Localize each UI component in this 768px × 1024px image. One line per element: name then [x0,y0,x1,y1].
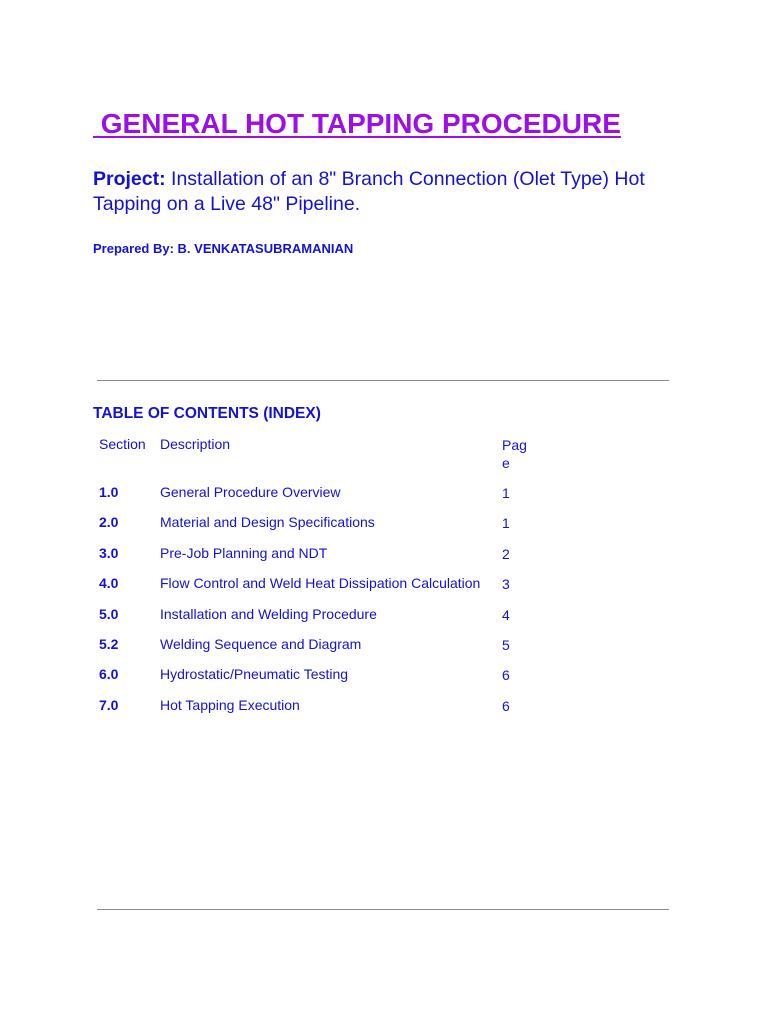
toc-row [93,697,563,727]
toc-page-number: 6 [502,667,510,684]
divider-bottom [97,909,669,910]
toc-section-number: 5.0 [99,605,119,622]
toc-row [93,636,563,666]
toc-section-number: 2.0 [99,514,119,531]
toc-table [93,436,563,727]
toc-description: Hydrostatic/Pneumatic Testing [160,666,349,683]
toc-description: General Procedure Overview [160,484,341,500]
toc-col-page: Page [502,437,527,471]
toc-description: Pre-Job Planning and NDT [160,544,328,561]
project-description [93,167,693,217]
toc-section-number: 6.0 [99,666,119,683]
project-text: Installation of an 8" Branch Connection (Olet Type) Hot Tapping on a Live 48" Pipeline. [93,168,645,215]
project-label: Project: [93,168,166,190]
toc-description: Hot Tapping Execution [160,696,300,713]
toc-row [93,545,563,575]
toc-section-number: 1.0 [99,484,119,500]
document-title: GENERAL HOT TAPPING PROCEDURE [93,108,621,139]
toc-description: Material and Design Specifications [160,514,375,531]
toc-col-description: Description [160,436,231,452]
divider-top [97,380,669,381]
prepared-by: Prepared By: B. VENKATASUBRAMANIAN [93,241,354,256]
toc-section-number: 7.0 [99,696,119,713]
toc-section-number: 4.0 [99,575,119,592]
toc-description: Flow Control and Weld Heat Dissipation Calculation [160,575,481,592]
toc-section-number: 5.2 [99,635,119,652]
toc-section-number: 3.0 [99,544,119,561]
toc-heading: TABLE OF CONTENTS (INDEX) [93,405,321,422]
toc-row [93,484,563,514]
toc-header-row [93,436,563,484]
toc-row [93,666,563,696]
toc-col-section: Section [99,436,146,452]
toc-page-number: 1 [502,485,510,501]
toc-page-number: 1 [502,515,510,532]
toc-page-number: 2 [502,545,510,562]
toc-page-number: 6 [502,697,510,714]
toc-description: Installation and Welding Procedure [160,605,377,622]
toc-page-number: 4 [502,606,510,623]
toc-description: Welding Sequence and Diagram [160,635,362,652]
toc-row [93,514,563,544]
toc-page-number: 5 [502,636,510,653]
toc-row [93,575,563,605]
toc-row [93,606,563,636]
toc-page-number: 3 [502,576,510,593]
